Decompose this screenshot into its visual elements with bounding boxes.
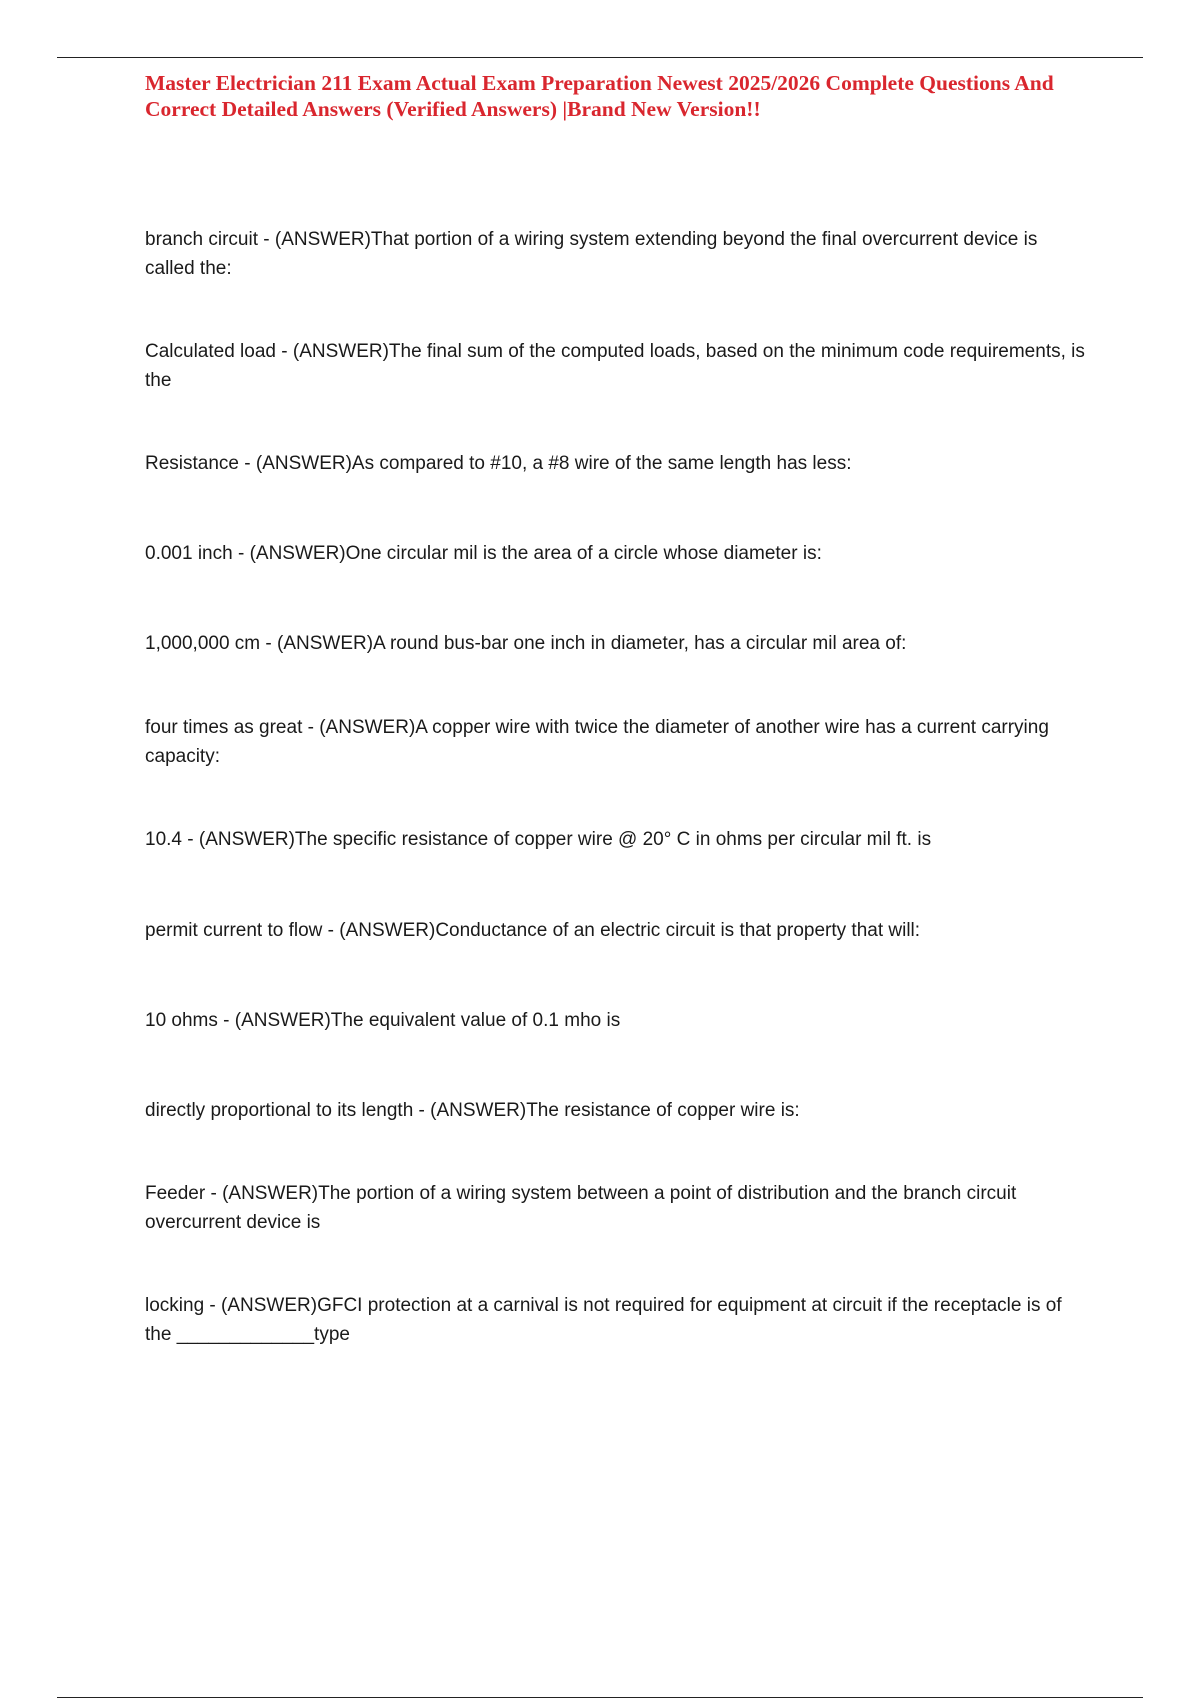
qa-item-bus-bar: 1,000,000 cm - (ANSWER)A round bus-bar one inch in diameter, has a circular mil area of:: [145, 633, 907, 654]
header-rule: [57, 57, 1143, 58]
qa-item-copper-resistance: directly proportional to its length - (ANSWER)The resistance of copper wire is:: [145, 1100, 800, 1121]
document-title: Master Electrician 211 Exam Actual Exam Preparation Newest 2025/2026 Complete Questions And Correct Detailed Answers (Verified Answers) |Brand New Version!!: [145, 71, 1054, 121]
qa-item-locking: locking - (ANSWER)GFCI protection at a carnival is not required for equipment at circuit if the receptacle is of the _____________type: [145, 1295, 1062, 1345]
qa-item-current-capacity: four times as great - (ANSWER)A copper wire with twice the diameter of another wire has a current carrying capacity:: [145, 717, 1049, 767]
qa-list: [145, 225, 1090, 1349]
footer-rule: [57, 1697, 1143, 1698]
qa-item-specific-resistance: 10.4 - (ANSWER)The specific resistance of copper wire @ 20° C in ohms per circular mil ft. is: [145, 829, 932, 850]
qa-item-circular-mil: 0.001 inch - (ANSWER)One circular mil is the area of a circle whose diameter is:: [145, 543, 822, 564]
qa-item-resistance: Resistance - (ANSWER)As compared to #10, a #8 wire of the same length has less:: [145, 453, 852, 474]
qa-item-conductance: permit current to flow - (ANSWER)Conductance of an electric circuit is that property that will:: [145, 920, 921, 941]
qa-item-mho: 10 ohms - (ANSWER)The equivalent value of 0.1 mho is: [145, 1010, 621, 1031]
qa-item-branch-circuit: branch circuit - (ANSWER)That portion of a wiring system extending beyond the final overcurrent device is called the:: [145, 229, 1038, 279]
qa-item-feeder: Feeder - (ANSWER)The portion of a wiring system between a point of distribution and the branch circuit overcurrent device is: [145, 1183, 1017, 1233]
qa-item-calculated-load: Calculated load - (ANSWER)The final sum of the computed loads, based on the minimum code requirements, is the: [145, 341, 1085, 391]
